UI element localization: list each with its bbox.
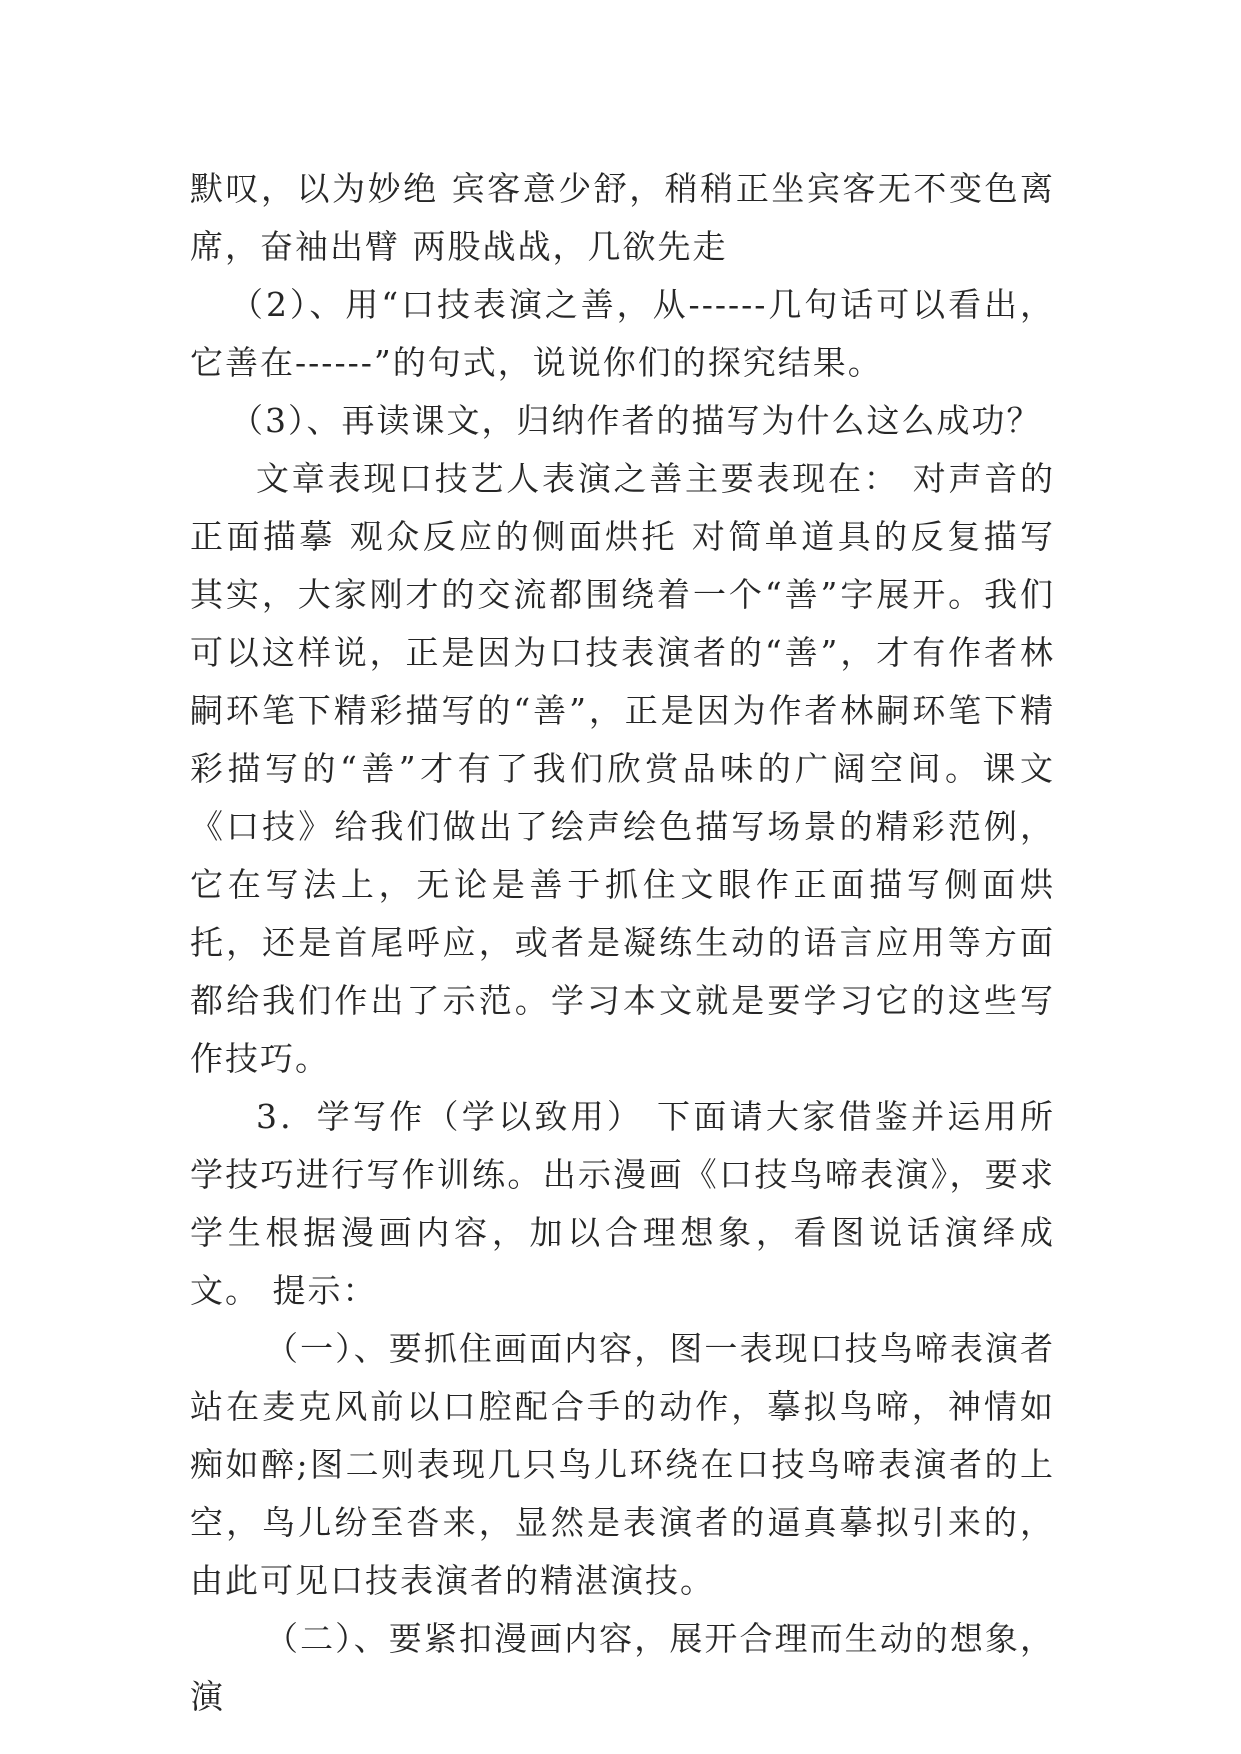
- paragraph-question-2: （2）、用“口技表演之善，从------几句话可以看出，它善在------”的句式，说说你们的探究结果。: [190, 285, 1055, 382]
- document-body: [190, 160, 1055, 1726]
- paragraph-hint-2: （二）、要紧扣漫画内容，展开合理而生动的想象，演: [190, 1619, 1055, 1716]
- paragraph-continuation: 默叹，以为妙绝 宾客意少舒，稍稍正坐宾客无不变色离席，奋袖出臂 两股战战，几欲先走: [190, 169, 1055, 266]
- paragraph-analysis: 文章表现口技艺人表演之善主要表现在： 对声音的正面描摹 观众反应的侧面烘托 对简单道具的反复描写 其实，大家刚才的交流都围绕着一个“善”字展开。我们可以这样说，正是因为口技表演者的“善”，才有作者林嗣环笔下精彩描写的“善”，正是因为作者林嗣环笔下精彩描写的“善”才有了我们欣赏品味的广阔空间。课文《口技》给我们做出了绘声绘色描写场景的精彩范例，它在写法上，无论是善于抓住文眼作正面描写侧面烘托，还是首尾呼应，或者是凝练生动的语言应用等方面都给我们作出了示范。学习本文就是要学习它的这些写作技巧。: [190, 459, 1055, 1078]
- paragraph-writing-task: 3．学写作（学以致用） 下面请大家借鉴并运用所学技巧进行写作训练。出示漫画《口技鸟啼表演》，要求学生根据漫画内容，加以合理想象，看图说话演绎成文。 提示：: [190, 1097, 1055, 1310]
- paragraph-hint-1: （一）、要抓住画面内容，图一表现口技鸟啼表演者站在麦克风前以口腔配合手的动作，摹拟鸟啼，神情如痴如醉;图二则表现几只鸟儿环绕在口技鸟啼表演者的上空，鸟儿纷至沓来，显然是表演者的逼真摹拟引来的，由此可见口技表演者的精湛演技。: [190, 1329, 1055, 1600]
- paragraph-question-3: （3）、再读课文，归纳作者的描写为什么这么成功？: [230, 401, 1042, 440]
